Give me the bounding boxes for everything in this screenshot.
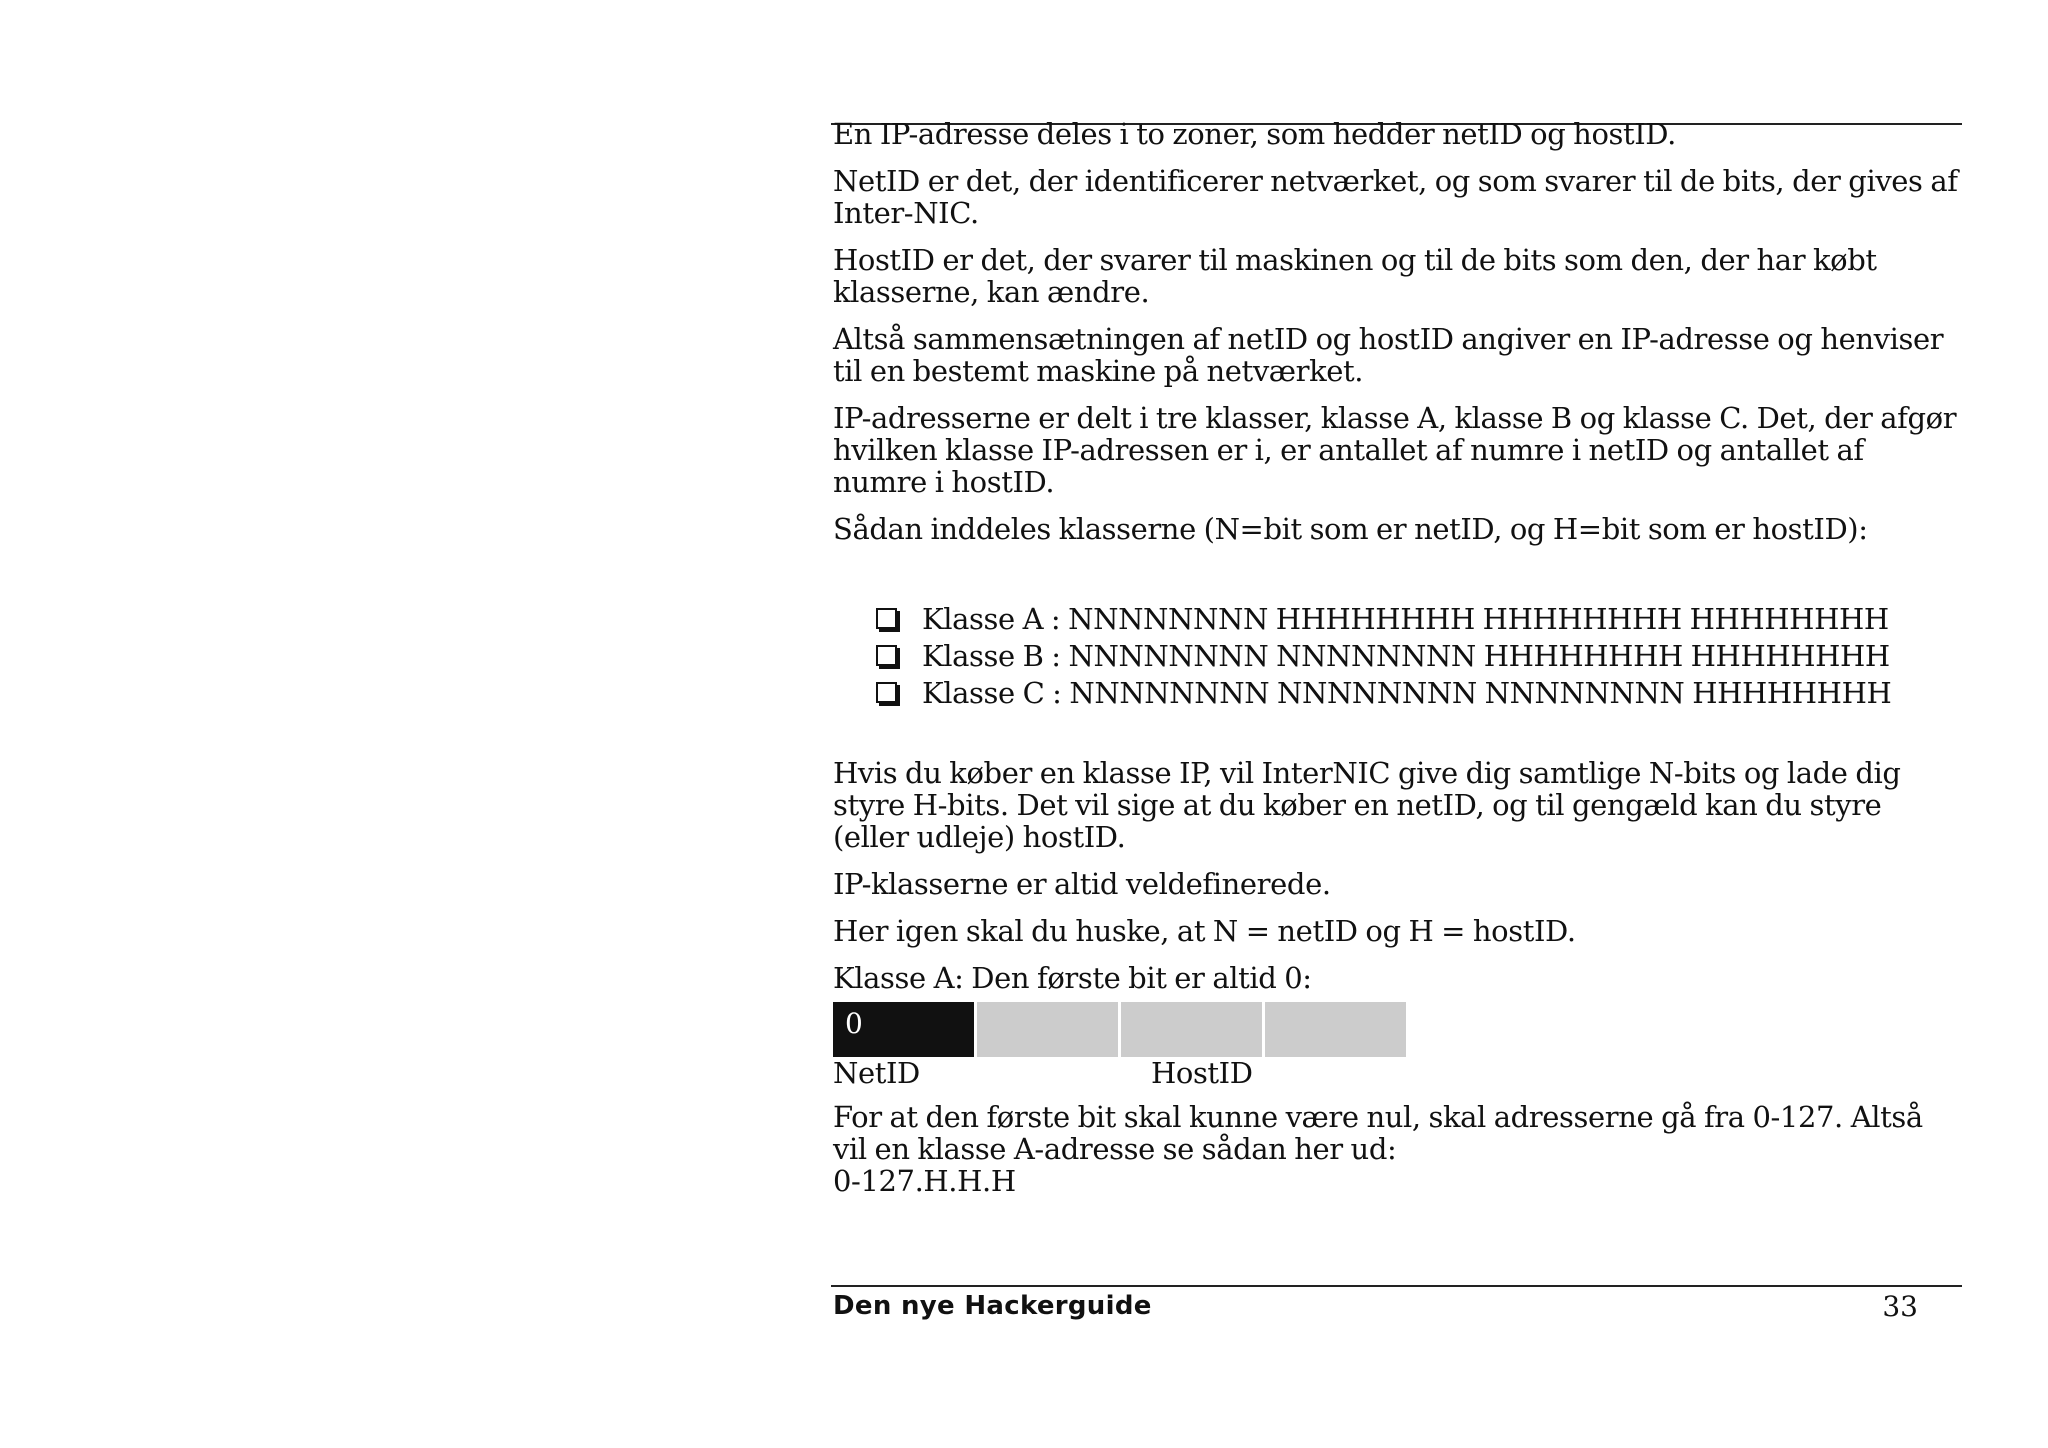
klasse-list — [833, 600, 1961, 711]
address-format: 0-127.H.H.H — [833, 1164, 1016, 1198]
page-body — [833, 118, 1961, 1212]
list-item — [833, 600, 1961, 637]
footer-title: Den nye Hackerguide — [833, 1291, 1152, 1321]
paragraph-remember: Her igen skal du huske, at N = netID og H = hostID. — [833, 914, 1576, 948]
klasse-c-text: Klasse C : NNNNNNNN NNNNNNNN NNNNNNNN HHHHHHHH — [922, 675, 1892, 710]
first-bit-value: 0 — [845, 1007, 863, 1040]
netid-label: NetID — [833, 1056, 920, 1090]
page-number: 33 — [1882, 1290, 1918, 1323]
hostid-cell — [977, 1002, 1118, 1057]
netid-cell — [833, 1002, 974, 1057]
bit-diagram — [833, 1002, 1406, 1057]
hostid-cell — [1265, 1002, 1406, 1057]
klasse-a-text: Klasse A : NNNNNNNN HHHHHHHH HHHHHHHH HHHHHHHH — [922, 601, 1889, 636]
bit-diagram-labels — [833, 1057, 1961, 1091]
paragraph-buy-class: Hvis du køber en klasse IP, vil InterNIC give dig samtlige N-bits og lade dig styre H-bits. Det vil sige at du køber en netID, og til gengæld kan du styre (eller udleje) hostID. — [833, 756, 1901, 854]
paragraph-combination: Altså sammensætningen af netID og hostID angiver en IP-adresse og henviser til en bestemt maskine på netværket. — [833, 322, 1944, 388]
checkbox-bullet-icon — [876, 645, 897, 666]
paragraph-hostid: HostID er det, der svarer til maskinen og til de bits som den, der har købt klasserne, kan ændre. — [833, 243, 1877, 309]
paragraph-classes: IP-adresserne er delt i tre klasser, klasse A, klasse B og klasse C. Det, der afgør hvilken klasse IP-adressen er i, er antallet af numre i netID og antallet af numre i hostID. — [833, 401, 1957, 499]
paragraph-zones: En IP-adresse deles i to zoner, som hedder netID og hostID. — [833, 117, 1676, 151]
paragraph-netid: NetID er det, der identificerer netværket, og som svarer til de bits, der gives af Inter-NIC. — [833, 164, 1958, 230]
paragraph-division-intro: Sådan inddeles klasserne (N=bit som er netID, og H=bit som er hostID): — [833, 512, 1868, 546]
checkbox-bullet-icon — [876, 608, 897, 629]
hostid-label: HostID — [1151, 1056, 1253, 1090]
list-item — [833, 637, 1961, 674]
paragraph-klasse-a-first-bit: Klasse A: Den første bit er altid 0: — [833, 961, 1312, 995]
footer-rule — [831, 1285, 1962, 1287]
paragraph-well-defined: IP-klasserne er altid veldefinerede. — [833, 867, 1331, 901]
hostid-cell — [1121, 1002, 1262, 1057]
list-item — [833, 674, 1961, 711]
paragraph-range: For at den første bit skal kunne være nul, skal adresserne gå fra 0-127. Altså vil en klasse A-adresse se sådan her ud: — [833, 1100, 1923, 1166]
checkbox-bullet-icon — [876, 682, 897, 703]
klasse-b-text: Klasse B : NNNNNNNN NNNNNNNN HHHHHHHH HHHHHHHH — [922, 638, 1890, 673]
